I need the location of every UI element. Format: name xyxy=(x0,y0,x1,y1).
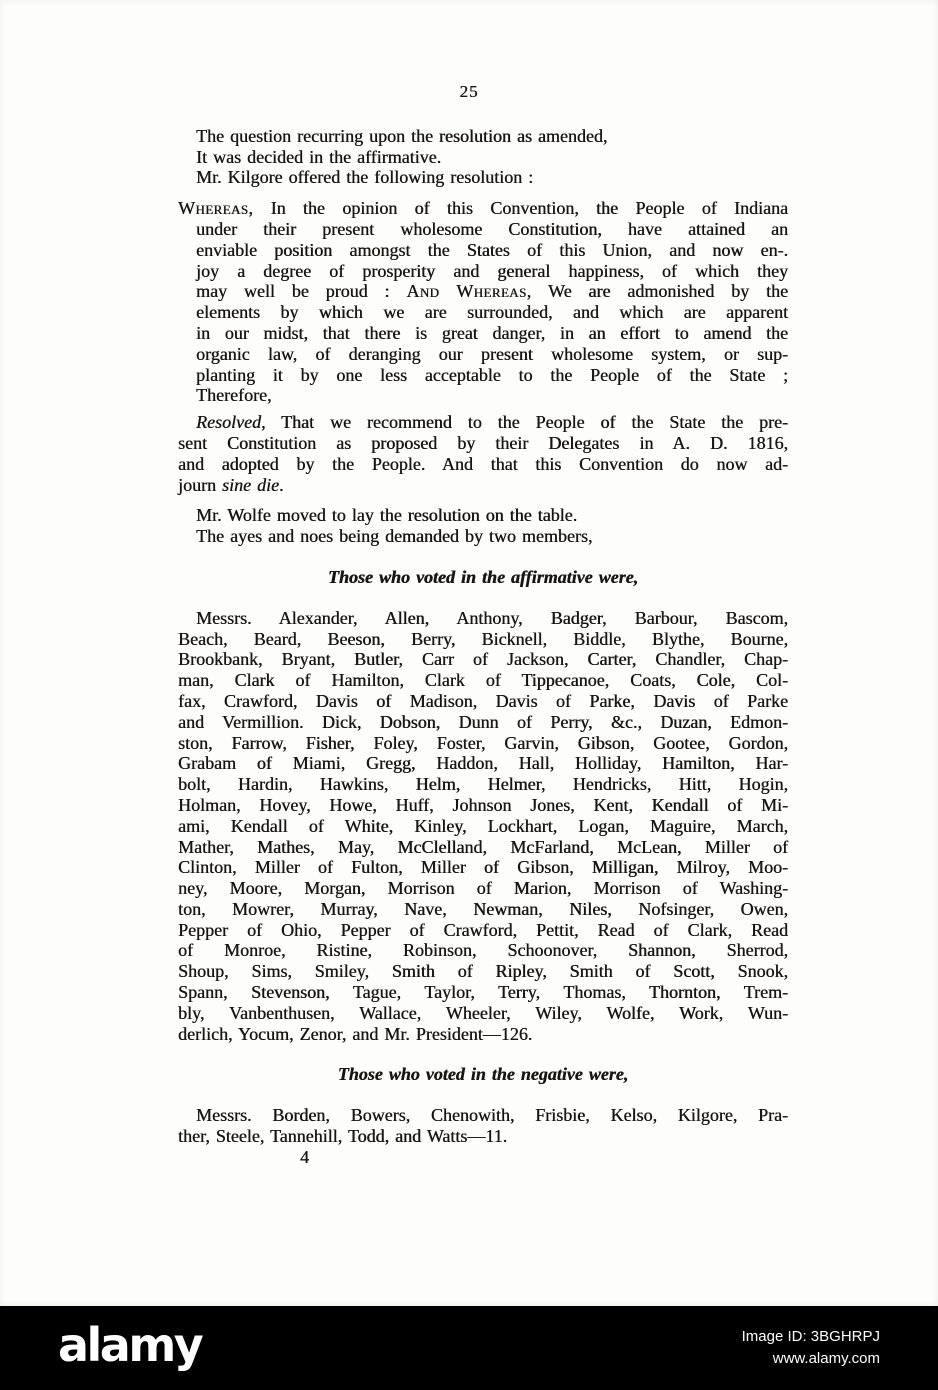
resolved-keyword: Resolved, xyxy=(196,412,266,433)
alamy-info-block xyxy=(742,1326,880,1370)
negative-votes-paragraph xyxy=(178,1105,788,1147)
whereas-lines-a xyxy=(196,219,788,281)
text-line: bly, Vanbenthusen, Wallace, Wheeler, Wiley, Wolfe, Work, Wun- xyxy=(178,1002,788,1023)
text-line: Mr. Wolfe moved to lay the resolution on the table. xyxy=(196,505,578,526)
text-line: ther, Steele, Tannehill, Todd, and Watts—11. xyxy=(178,1126,508,1147)
text-line: sent Constitution as proposed by their Delegates in A. D. 1816, xyxy=(178,432,788,453)
text-line: It was decided in the affirmative. xyxy=(196,146,442,167)
text-line: Grabam of Miami, Gregg, Haddon, Hall, Holliday, Hamilton, Har- xyxy=(178,753,788,774)
whereas-keyword: Whereas, xyxy=(178,198,254,219)
text-line: Mather, Mathes, May, McClelland, McFarland, McLean, Miller of xyxy=(178,836,788,857)
text-line: bolt, Hardin, Hawkins, Helm, Helmer, Hendricks, Hitt, Hogin, xyxy=(178,774,788,795)
whereas-lines-b xyxy=(196,302,788,385)
whereas-body xyxy=(196,219,788,406)
text-line: enviable position amongst the States of this Union, and now en-. xyxy=(196,239,788,260)
text-line xyxy=(196,281,788,302)
page-number: 25 xyxy=(459,82,479,101)
sine-die-phrase: sine die xyxy=(222,474,279,495)
text-line xyxy=(178,412,788,433)
resolved-paragraph xyxy=(178,412,788,495)
text-column xyxy=(178,126,788,1168)
negative-lines xyxy=(178,1105,788,1126)
affirmative-votes-paragraph xyxy=(178,608,788,1045)
text-line: Brookbank, Bryant, Butler, Carr of Jackson, Carter, Chandler, Chap- xyxy=(178,649,788,670)
text-segment: may well be proud : xyxy=(196,281,407,302)
text-line: ston, Farrow, Fisher, Foley, Foster, Garvin, Gibson, Gootee, Gordon, xyxy=(178,732,788,753)
negative-heading: Those who voted in the negative were, xyxy=(337,1064,629,1085)
text-line: elements by which we are surrounded, and which are apparent xyxy=(196,302,788,323)
text-line: Therefore, xyxy=(196,385,272,406)
text-line: ami, Kendall of White, Kinley, Lockhart, Logan, Maguire, March, xyxy=(178,815,788,836)
text-line: ton, Mowrer, Murray, Nave, Newman, Niles, Nofsinger, Owen, xyxy=(178,898,788,919)
text-line: of Monroe, Ristine, Robinson, Schoonover, Shannon, Sherrod, xyxy=(178,940,788,961)
text-line: Messrs. Alexander, Allen, Anthony, Badger, Barbour, Bascom, xyxy=(196,607,788,628)
text-line: fax, Crawford, Davis of Madison, Davis of Parke, Davis of Parke xyxy=(178,690,788,711)
text-line: derlich, Yocum, Zenor, and Mr. President—126. xyxy=(178,1023,533,1044)
text-line: The ayes and noes being demanded by two members, xyxy=(196,526,593,547)
text-line: Beach, Beard, Beeson, Berry, Bicknell, Biddle, Blythe, Bourne, xyxy=(178,628,788,649)
text-segment: In the opinion of this Convention, the People of Indiana xyxy=(253,198,788,219)
text-line: and Vermillion. Dick, Dobson, Dunn of Perry, &c., Duzan, Edmon- xyxy=(178,711,788,732)
text-line: Clinton, Miller of Fulton, Miller of Gibson, Milligan, Milroy, Moo- xyxy=(178,857,788,878)
text-line: and adopted by the People. And that this Convention do now ad- xyxy=(178,453,788,474)
text-line: in our midst, that there is great danger, in an effort to amend the xyxy=(196,322,788,343)
text-line: Shoup, Sims, Smiley, Smith of Ripley, Smith of Scott, Snook, xyxy=(178,961,788,982)
resolved-lines xyxy=(178,433,788,475)
text-line: Mr. Kilgore offered the following resolution : xyxy=(196,167,534,188)
intro-paragraph xyxy=(178,126,788,188)
whereas-paragraph xyxy=(178,198,788,406)
text-line: man, Clark of Hamilton, Clark of Tippecanoe, Coats, Cole, Col- xyxy=(178,670,788,691)
text-line: organic law, of deranging our present wholesome system, or sup- xyxy=(196,343,788,364)
text-segment: That we recommend to the People of the State the pre- xyxy=(265,412,788,433)
text-line: Pepper of Ohio, Pepper of Crawford, Pettit, Read of Clark, Read xyxy=(178,919,788,940)
motion-paragraph xyxy=(178,505,788,547)
alamy-watermark-bar xyxy=(0,1306,938,1390)
image-id-text: Image ID: 3BGHRPJ xyxy=(741,1328,880,1345)
text-line: The question recurring upon the resolution as amended, xyxy=(196,125,608,146)
text-line xyxy=(178,198,788,219)
text-line: Messrs. Borden, Bowers, Chenowith, Frisbie, Kelso, Kilgore, Pra- xyxy=(196,1105,788,1126)
text-segment: journ xyxy=(178,474,222,495)
alamy-url-text: www.alamy.com xyxy=(772,1350,880,1367)
text-segment: We are admonished by the xyxy=(531,281,788,302)
text-line: joy a degree of prosperity and general happiness, of which they xyxy=(196,260,788,281)
text-segment: . xyxy=(279,474,284,495)
signature-mark: 4 xyxy=(300,1146,309,1167)
text-line: planting it by one less acceptable to the People of the State ; xyxy=(196,364,788,385)
text-line: Spann, Stevenson, Tague, Taylor, Terry, Thomas, Thornton, Trem- xyxy=(178,982,788,1003)
text-line xyxy=(178,475,788,496)
affirmative-heading: Those who voted in the affirmative were, xyxy=(327,566,639,587)
text-line: under their present wholesome Constitution, have attained an xyxy=(196,218,788,239)
text-line: ney, Moore, Morgan, Morrison of Marion, Morrison of Washing- xyxy=(178,878,788,899)
text-line: Holman, Hovey, Howe, Huff, Johnson Jones, Kent, Kendall of Mi- xyxy=(178,794,788,815)
affirmative-lines xyxy=(178,608,788,1024)
alamy-logo: alamy xyxy=(58,1318,202,1372)
and-whereas-keyword: And Whereas, xyxy=(406,281,532,302)
